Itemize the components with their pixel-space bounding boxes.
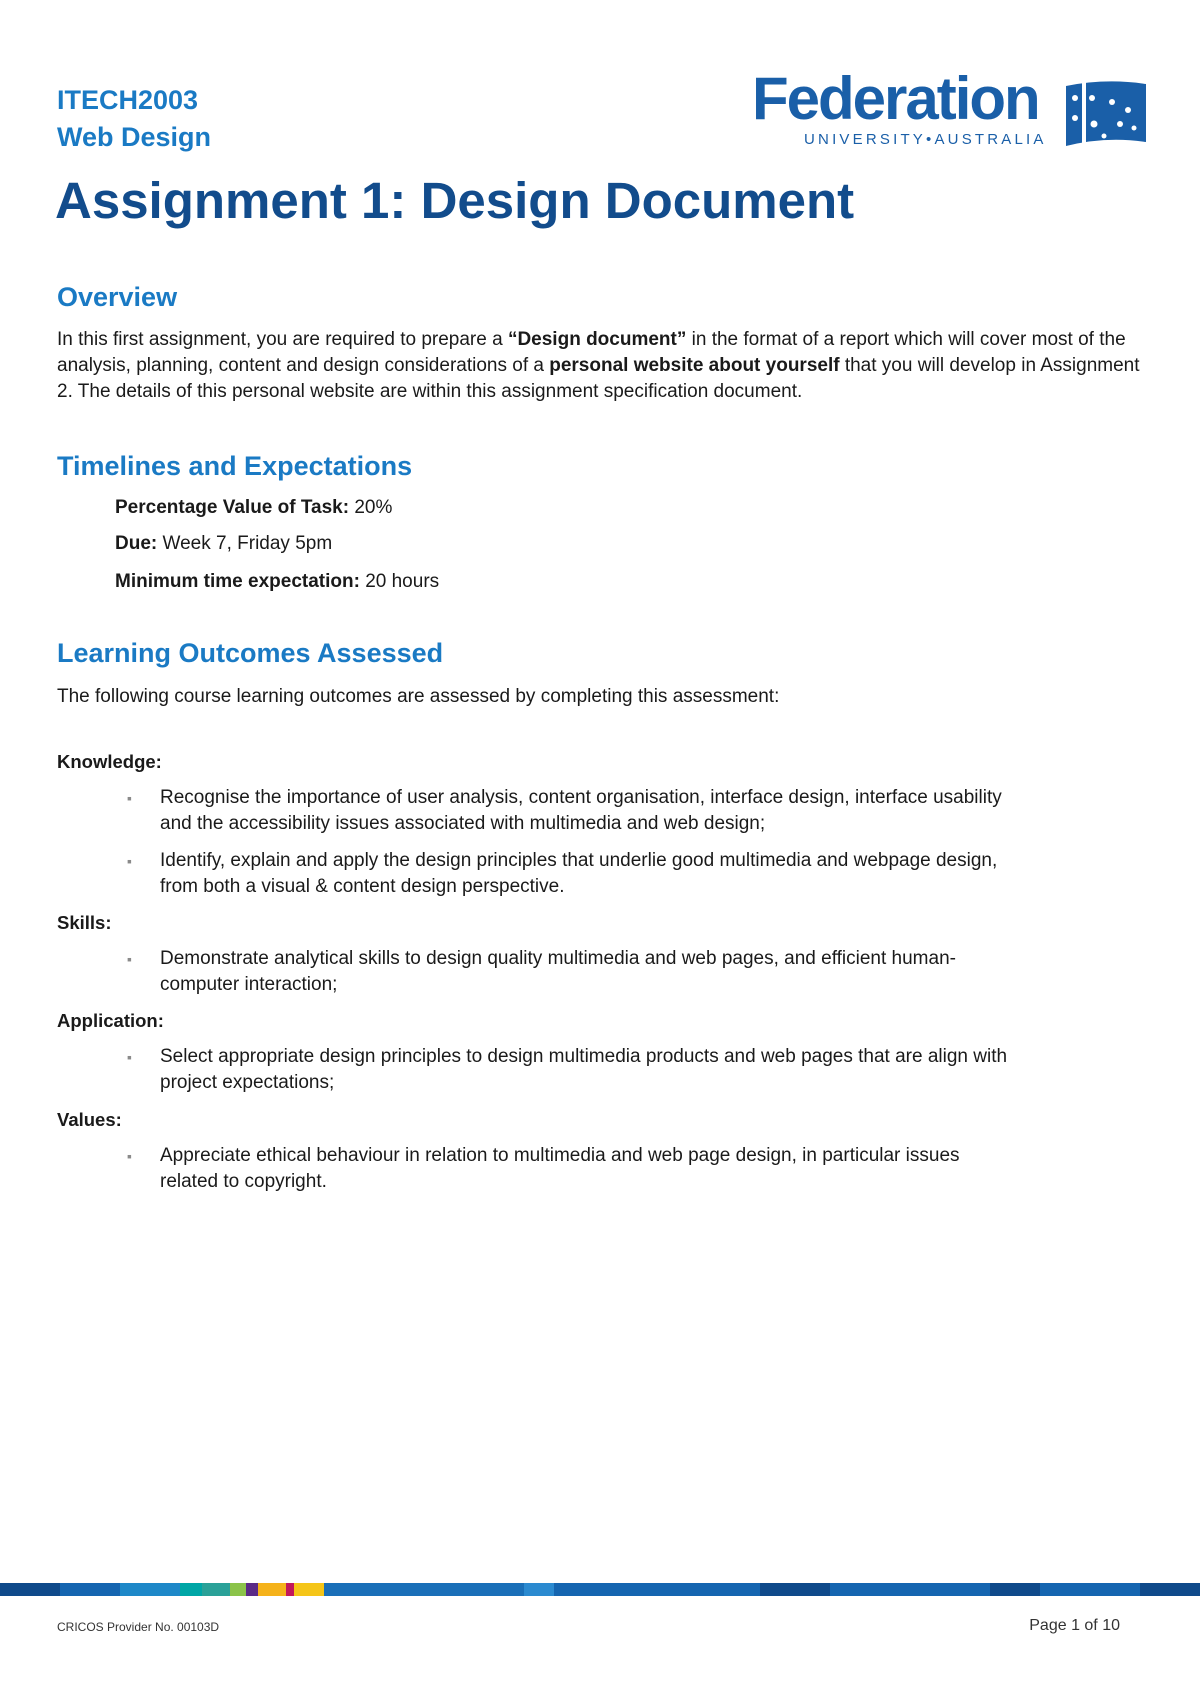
bullet-icon: ▪ bbox=[127, 790, 132, 806]
footer-color-strip bbox=[0, 1583, 1200, 1596]
time-expectation: Minimum time expectation: 20 hours bbox=[115, 571, 440, 592]
logo-subtitle: UNIVERSITY•AUSTRALIA bbox=[804, 131, 1047, 148]
logo-wordmark: Federation bbox=[752, 65, 1039, 132]
bullet-icon: ▪ bbox=[127, 1148, 132, 1164]
bullet-icon: ▪ bbox=[127, 853, 132, 869]
federation-university-logo bbox=[752, 65, 1152, 154]
bullet-icon: ▪ bbox=[127, 1049, 132, 1065]
course-code: ITECH2003 bbox=[57, 85, 199, 115]
due-date: Due: Week 7, Friday 5pm bbox=[115, 533, 333, 554]
page-number: Page 1 of 10 bbox=[1029, 1617, 1120, 1634]
knowledge-label: Knowledge: bbox=[57, 751, 162, 772]
percentage-value: Percentage Value of Task: 20% bbox=[115, 497, 393, 518]
cricos-provider: CRICOS Provider No. 00103D bbox=[57, 1620, 220, 1634]
design-document-emphasis: “Design document” bbox=[507, 329, 687, 350]
values-label: Values: bbox=[57, 1109, 122, 1130]
learning-outcomes-heading: Learning Outcomes Assessed bbox=[57, 638, 444, 668]
learning-outcomes-intro: The following course learning outcomes are assessed by completing this assessment: bbox=[57, 686, 780, 707]
overview-heading: Overview bbox=[57, 282, 178, 312]
bullet-icon: ▪ bbox=[127, 951, 132, 967]
page-title: Assignment 1: Design Document bbox=[55, 172, 855, 229]
flag-icon bbox=[1064, 80, 1148, 148]
overview-paragraph: In this first assignment, you are required to prepare a “Design document” in the format of a report which will cover most of the analysis, planning, content and design considerations of a personal website about yourself that you will develop in Assignment 2. The details of this personal website are within this assignment specification document. bbox=[57, 329, 1140, 402]
personal-website-emphasis: personal website about yourself bbox=[549, 355, 840, 376]
timelines-heading: Timelines and Expectations bbox=[57, 451, 413, 481]
course-name: Web Design bbox=[57, 122, 212, 152]
application-label: Application: bbox=[57, 1010, 164, 1031]
course-header bbox=[57, 82, 211, 156]
skills-label: Skills: bbox=[57, 912, 112, 933]
